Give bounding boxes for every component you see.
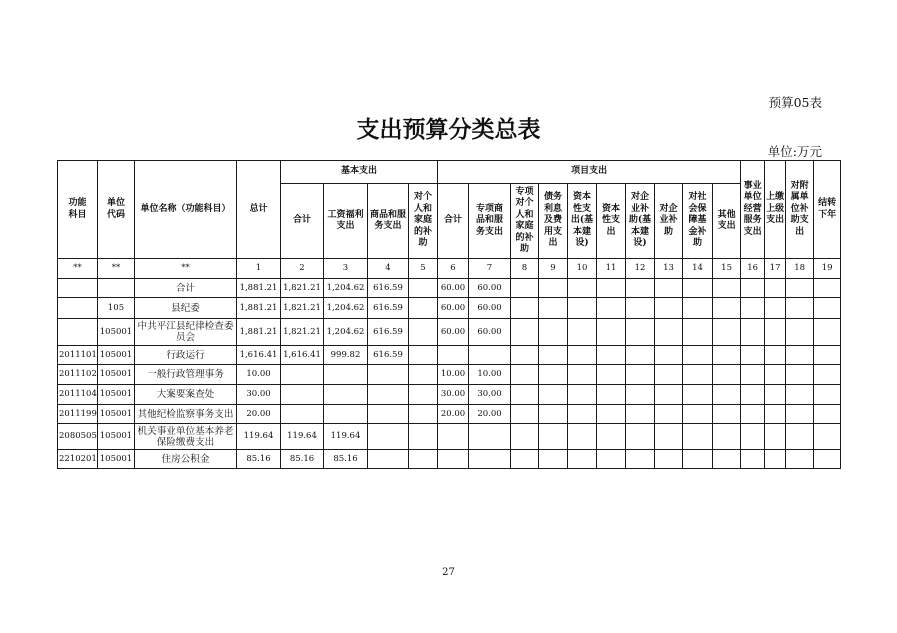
index-project-enterprise-subsidy: 13 bbox=[655, 259, 683, 279]
cell-project-subtotal: 60.00 bbox=[438, 298, 469, 319]
cell-total: 20.00 bbox=[237, 405, 281, 424]
cell-project-capital bbox=[597, 279, 626, 298]
cell-basic-wages-benefits: 1,204.62 bbox=[324, 298, 368, 319]
cell-project-social-security-subsidy bbox=[683, 298, 713, 319]
header-project-debt-interest: 债务 利息 及费 用支 出 bbox=[539, 184, 568, 259]
cell-total: 1,616.41 bbox=[237, 346, 281, 365]
index-service-expense: 16 bbox=[741, 259, 765, 279]
header-project-goods-services: 专项商 品和服 务支出 bbox=[469, 184, 511, 259]
cell-carry-forward bbox=[814, 450, 841, 469]
cell-project-goods-services: 20.00 bbox=[469, 405, 511, 424]
table-row bbox=[58, 279, 841, 298]
cell-basic-subtotal: 1,821.21 bbox=[281, 298, 324, 319]
cell-project-enterprise-subsidy-construction bbox=[626, 405, 655, 424]
cell-project-enterprise-subsidy-construction bbox=[626, 450, 655, 469]
header-project-social-security-subsidy: 对社 会保 障基 金补 助 bbox=[683, 184, 713, 259]
cell-basic-household-subsidy bbox=[409, 365, 438, 385]
cell-func-code bbox=[58, 279, 98, 298]
cell-project-household-subsidy bbox=[511, 424, 539, 450]
header-project-subtotal: 合计 bbox=[438, 184, 469, 259]
cell-project-capital-construction bbox=[568, 346, 597, 365]
cell-project-enterprise-subsidy bbox=[655, 385, 683, 405]
cell-func-code: 2080505 bbox=[58, 424, 98, 450]
cell-service-expense bbox=[741, 365, 765, 385]
header-basic-wages-benefits: 工资福利 支出 bbox=[324, 184, 368, 259]
cell-project-other bbox=[713, 319, 741, 346]
cell-basic-wages-benefits: 119.64 bbox=[324, 424, 368, 450]
cell-subsidiary-subsidy bbox=[786, 279, 814, 298]
header-func-subject: 功能 科目 bbox=[58, 161, 98, 259]
cell-project-goods-services: 30.00 bbox=[469, 385, 511, 405]
cell-basic-wages-benefits: 85.16 bbox=[324, 450, 368, 469]
cell-project-other bbox=[713, 385, 741, 405]
cell-upper-remit bbox=[765, 346, 786, 365]
cell-basic-wages-benefits: 1,204.62 bbox=[324, 279, 368, 298]
header-project-expenditure: 项目支出 bbox=[438, 161, 741, 184]
cell-project-capital-construction bbox=[568, 405, 597, 424]
cell-basic-subtotal bbox=[281, 365, 324, 385]
cell-unit-name: 合计 bbox=[135, 279, 237, 298]
table-row bbox=[58, 346, 841, 365]
header-total: 总计 bbox=[237, 161, 281, 259]
cell-unit-name: 一般行政管理事务 bbox=[135, 365, 237, 385]
cell-project-capital-construction bbox=[568, 298, 597, 319]
cell-basic-subtotal bbox=[281, 385, 324, 405]
cell-project-debt-interest bbox=[539, 385, 568, 405]
cell-subsidiary-subsidy bbox=[786, 450, 814, 469]
cell-total: 1,881.21 bbox=[237, 319, 281, 346]
table-row bbox=[58, 405, 841, 424]
cell-project-enterprise-subsidy bbox=[655, 365, 683, 385]
cell-basic-goods-services bbox=[368, 424, 409, 450]
cell-project-goods-services: 60.00 bbox=[469, 298, 511, 319]
cell-unit-name: 住房公积金 bbox=[135, 450, 237, 469]
cell-service-expense bbox=[741, 346, 765, 365]
cell-project-other bbox=[713, 279, 741, 298]
cell-upper-remit bbox=[765, 319, 786, 346]
cell-project-other bbox=[713, 450, 741, 469]
cell-upper-remit bbox=[765, 405, 786, 424]
index-basic-wages-benefits: 3 bbox=[324, 259, 368, 279]
index-project-enterprise-subsidy-construction: 12 bbox=[626, 259, 655, 279]
cell-project-goods-services bbox=[469, 450, 511, 469]
cell-project-capital-construction bbox=[568, 365, 597, 385]
cell-upper-remit bbox=[765, 385, 786, 405]
cell-project-subtotal: 60.00 bbox=[438, 279, 469, 298]
page-number: 27 bbox=[442, 567, 455, 578]
cell-project-goods-services: 60.00 bbox=[469, 319, 511, 346]
table-row bbox=[58, 450, 841, 469]
cell-subsidiary-subsidy bbox=[786, 365, 814, 385]
table-body bbox=[58, 259, 841, 469]
cell-project-social-security-subsidy bbox=[683, 279, 713, 298]
cell-carry-forward bbox=[814, 424, 841, 450]
cell-unit-name: 县纪委 bbox=[135, 298, 237, 319]
header-project-household-subsidy: 专项 对个 人和 家庭 的补 助 bbox=[511, 184, 539, 259]
cell-project-capital bbox=[597, 424, 626, 450]
cell-project-subtotal bbox=[438, 424, 469, 450]
index-project-capital-construction: 10 bbox=[568, 259, 597, 279]
cell-project-debt-interest bbox=[539, 405, 568, 424]
cell-carry-forward bbox=[814, 365, 841, 385]
cell-service-expense bbox=[741, 279, 765, 298]
cell-project-household-subsidy bbox=[511, 346, 539, 365]
cell-project-capital bbox=[597, 298, 626, 319]
cell-project-enterprise-subsidy bbox=[655, 279, 683, 298]
form-number-label: 预算05表 bbox=[768, 95, 822, 110]
cell-basic-household-subsidy bbox=[409, 279, 438, 298]
cell-project-enterprise-subsidy bbox=[655, 450, 683, 469]
cell-basic-wages-benefits: 1,204.62 bbox=[324, 319, 368, 346]
cell-unit-code: 105001 bbox=[98, 424, 135, 450]
cell-project-debt-interest bbox=[539, 365, 568, 385]
cell-service-expense bbox=[741, 424, 765, 450]
cell-project-enterprise-subsidy-construction bbox=[626, 298, 655, 319]
cell-project-subtotal bbox=[438, 346, 469, 365]
index-func-code: ** bbox=[58, 259, 98, 279]
table-row bbox=[58, 424, 841, 450]
cell-total: 1,881.21 bbox=[237, 279, 281, 298]
cell-upper-remit bbox=[765, 424, 786, 450]
header-row-groups bbox=[58, 161, 841, 184]
cell-project-capital-construction bbox=[568, 279, 597, 298]
header-basic-expenditure: 基本支出 bbox=[281, 161, 438, 184]
index-basic-household-subsidy: 5 bbox=[409, 259, 438, 279]
cell-project-household-subsidy bbox=[511, 405, 539, 424]
cell-basic-goods-services bbox=[368, 385, 409, 405]
cell-project-enterprise-subsidy bbox=[655, 405, 683, 424]
cell-project-household-subsidy bbox=[511, 279, 539, 298]
page-title: 支出预算分类总表 bbox=[356, 116, 541, 143]
header-project-enterprise-subsidy: 对企 业补 助 bbox=[655, 184, 683, 259]
cell-basic-goods-services bbox=[368, 365, 409, 385]
cell-project-subtotal: 60.00 bbox=[438, 319, 469, 346]
cell-subsidiary-subsidy bbox=[786, 346, 814, 365]
cell-basic-goods-services: 616.59 bbox=[368, 346, 409, 365]
index-project-social-security-subsidy: 14 bbox=[683, 259, 713, 279]
cell-project-social-security-subsidy bbox=[683, 450, 713, 469]
cell-carry-forward bbox=[814, 405, 841, 424]
cell-total: 10.00 bbox=[237, 365, 281, 385]
cell-project-capital bbox=[597, 365, 626, 385]
index-project-other: 15 bbox=[713, 259, 741, 279]
cell-project-capital-construction bbox=[568, 450, 597, 469]
cell-basic-goods-services bbox=[368, 405, 409, 424]
header-project-enterprise-subsidy-construction: 对企 业补 助(基 本建 设) bbox=[626, 184, 655, 259]
cell-basic-goods-services: 616.59 bbox=[368, 298, 409, 319]
cell-upper-remit bbox=[765, 298, 786, 319]
cell-subsidiary-subsidy bbox=[786, 385, 814, 405]
cell-project-enterprise-subsidy bbox=[655, 424, 683, 450]
header-carry-forward: 结转 下年 bbox=[814, 161, 841, 259]
cell-carry-forward bbox=[814, 385, 841, 405]
expenditure-budget-table bbox=[57, 160, 841, 469]
header-project-other: 其他 支出 bbox=[713, 184, 741, 259]
header-project-capital: 资本 性支 出 bbox=[597, 184, 626, 259]
cell-unit-code: 105001 bbox=[98, 450, 135, 469]
index-project-household-subsidy: 8 bbox=[511, 259, 539, 279]
cell-unit-code bbox=[98, 279, 135, 298]
cell-upper-remit bbox=[765, 450, 786, 469]
cell-basic-goods-services bbox=[368, 450, 409, 469]
cell-unit-code: 105001 bbox=[98, 319, 135, 346]
cell-basic-subtotal: 119.64 bbox=[281, 424, 324, 450]
cell-project-capital bbox=[597, 405, 626, 424]
cell-basic-goods-services: 616.59 bbox=[368, 319, 409, 346]
cell-total: 30.00 bbox=[237, 385, 281, 405]
cell-project-enterprise-subsidy-construction bbox=[626, 346, 655, 365]
index-project-goods-services: 7 bbox=[469, 259, 511, 279]
cell-project-debt-interest bbox=[539, 279, 568, 298]
cell-basic-wages-benefits bbox=[324, 385, 368, 405]
cell-project-subtotal bbox=[438, 450, 469, 469]
table-row bbox=[58, 365, 841, 385]
cell-service-expense bbox=[741, 450, 765, 469]
cell-project-debt-interest bbox=[539, 319, 568, 346]
cell-func-code bbox=[58, 319, 98, 346]
cell-unit-name: 行政运行 bbox=[135, 346, 237, 365]
cell-project-capital bbox=[597, 346, 626, 365]
cell-project-enterprise-subsidy-construction bbox=[626, 365, 655, 385]
cell-subsidiary-subsidy bbox=[786, 319, 814, 346]
table-row bbox=[58, 319, 841, 346]
index-project-subtotal: 6 bbox=[438, 259, 469, 279]
cell-basic-subtotal: 1,821.21 bbox=[281, 279, 324, 298]
cell-subsidiary-subsidy bbox=[786, 424, 814, 450]
index-basic-subtotal: 2 bbox=[281, 259, 324, 279]
cell-project-social-security-subsidy bbox=[683, 365, 713, 385]
cell-basic-household-subsidy bbox=[409, 405, 438, 424]
index-basic-goods-services: 4 bbox=[368, 259, 409, 279]
cell-project-goods-services bbox=[469, 346, 511, 365]
header-unit-code: 单位 代码 bbox=[98, 161, 135, 259]
header-service-expense: 事业 单位 经营 服务 支出 bbox=[741, 161, 765, 259]
cell-project-debt-interest bbox=[539, 450, 568, 469]
cell-project-household-subsidy bbox=[511, 385, 539, 405]
table-row bbox=[58, 298, 841, 319]
cell-basic-household-subsidy bbox=[409, 424, 438, 450]
cell-basic-subtotal: 1,616.41 bbox=[281, 346, 324, 365]
cell-basic-household-subsidy bbox=[409, 298, 438, 319]
cell-func-code: 2011199 bbox=[58, 405, 98, 424]
cell-total: 1,881.21 bbox=[237, 298, 281, 319]
cell-service-expense bbox=[741, 385, 765, 405]
cell-project-goods-services: 10.00 bbox=[469, 365, 511, 385]
cell-project-enterprise-subsidy bbox=[655, 319, 683, 346]
cell-project-other bbox=[713, 346, 741, 365]
cell-carry-forward bbox=[814, 279, 841, 298]
cell-unit-name: 其他纪检监察事务支出 bbox=[135, 405, 237, 424]
cell-project-enterprise-subsidy-construction bbox=[626, 385, 655, 405]
cell-unit-code: 105001 bbox=[98, 385, 135, 405]
cell-project-goods-services: 60.00 bbox=[469, 279, 511, 298]
cell-project-social-security-subsidy bbox=[683, 346, 713, 365]
header-basic-goods-services: 商品和服 务支出 bbox=[368, 184, 409, 259]
table-row bbox=[58, 385, 841, 405]
cell-project-enterprise-subsidy-construction bbox=[626, 424, 655, 450]
table-header bbox=[58, 161, 841, 259]
cell-unit-code: 105001 bbox=[98, 346, 135, 365]
cell-basic-subtotal: 85.16 bbox=[281, 450, 324, 469]
cell-project-capital bbox=[597, 450, 626, 469]
cell-unit-code: 105 bbox=[98, 298, 135, 319]
index-unit-name: ** bbox=[135, 259, 237, 279]
cell-total: 119.64 bbox=[237, 424, 281, 450]
cell-unit-name: 中共平江县纪律检查委员会 bbox=[135, 319, 237, 346]
cell-project-subtotal: 30.00 bbox=[438, 385, 469, 405]
cell-func-code: 2011101 bbox=[58, 346, 98, 365]
header-basic-subtotal: 合计 bbox=[281, 184, 324, 259]
cell-project-enterprise-subsidy-construction bbox=[626, 319, 655, 346]
cell-project-other bbox=[713, 298, 741, 319]
cell-basic-household-subsidy bbox=[409, 319, 438, 346]
cell-carry-forward bbox=[814, 319, 841, 346]
header-project-capital-construction: 资本 性支 出(基 本建 设) bbox=[568, 184, 597, 259]
cell-project-social-security-subsidy bbox=[683, 405, 713, 424]
cell-basic-wages-benefits: 999.82 bbox=[324, 346, 368, 365]
cell-project-subtotal: 10.00 bbox=[438, 365, 469, 385]
cell-basic-household-subsidy bbox=[409, 385, 438, 405]
cell-subsidiary-subsidy bbox=[786, 298, 814, 319]
cell-unit-name: 大案要案查处 bbox=[135, 385, 237, 405]
cell-project-debt-interest bbox=[539, 346, 568, 365]
cell-project-household-subsidy bbox=[511, 319, 539, 346]
cell-func-code: 2210201 bbox=[58, 450, 98, 469]
cell-subsidiary-subsidy bbox=[786, 405, 814, 424]
header-upper-remit: 上缴 上级 支出 bbox=[765, 161, 786, 259]
cell-project-social-security-subsidy bbox=[683, 319, 713, 346]
cell-carry-forward bbox=[814, 346, 841, 365]
index-total: 1 bbox=[237, 259, 281, 279]
index-unit-code: ** bbox=[98, 259, 135, 279]
index-carry-forward: 19 bbox=[814, 259, 841, 279]
cell-total: 85.16 bbox=[237, 450, 281, 469]
cell-carry-forward bbox=[814, 298, 841, 319]
cell-unit-code: 105001 bbox=[98, 405, 135, 424]
cell-project-social-security-subsidy bbox=[683, 385, 713, 405]
cell-project-capital bbox=[597, 385, 626, 405]
cell-service-expense bbox=[741, 298, 765, 319]
cell-project-enterprise-subsidy bbox=[655, 346, 683, 365]
column-index-row bbox=[58, 259, 841, 279]
cell-project-other bbox=[713, 424, 741, 450]
cell-project-household-subsidy bbox=[511, 298, 539, 319]
cell-project-household-subsidy bbox=[511, 365, 539, 385]
header-basic-household-subsidy: 对个 人和 家庭 的补 助 bbox=[409, 184, 438, 259]
cell-basic-household-subsidy bbox=[409, 346, 438, 365]
cell-project-capital-construction bbox=[568, 319, 597, 346]
cell-service-expense bbox=[741, 405, 765, 424]
cell-project-subtotal: 20.00 bbox=[438, 405, 469, 424]
unit-label: 单位:万元 bbox=[767, 144, 822, 159]
cell-project-household-subsidy bbox=[511, 450, 539, 469]
index-project-debt-interest: 9 bbox=[539, 259, 568, 279]
cell-project-goods-services bbox=[469, 424, 511, 450]
cell-service-expense bbox=[741, 319, 765, 346]
cell-project-capital-construction bbox=[568, 385, 597, 405]
cell-project-other bbox=[713, 365, 741, 385]
cell-func-code: 2011104 bbox=[58, 385, 98, 405]
cell-project-enterprise-subsidy bbox=[655, 298, 683, 319]
cell-basic-household-subsidy bbox=[409, 450, 438, 469]
cell-func-code bbox=[58, 298, 98, 319]
cell-project-debt-interest bbox=[539, 424, 568, 450]
header-unit-name: 单位名称（功能科目） bbox=[135, 161, 237, 259]
cell-basic-subtotal: 1,821.21 bbox=[281, 319, 324, 346]
cell-basic-goods-services: 616.59 bbox=[368, 279, 409, 298]
cell-upper-remit bbox=[765, 365, 786, 385]
cell-unit-name: 机关事业单位基本养老保险缴费支出 bbox=[135, 424, 237, 450]
cell-project-other bbox=[713, 405, 741, 424]
header-subsidiary-subsidy: 对附 属单 位补 助支 出 bbox=[786, 161, 814, 259]
cell-basic-wages-benefits bbox=[324, 405, 368, 424]
cell-project-capital-construction bbox=[568, 424, 597, 450]
cell-basic-wages-benefits bbox=[324, 365, 368, 385]
cell-unit-code: 105001 bbox=[98, 365, 135, 385]
cell-project-enterprise-subsidy-construction bbox=[626, 279, 655, 298]
cell-func-code: 2011102 bbox=[58, 365, 98, 385]
cell-basic-subtotal bbox=[281, 405, 324, 424]
index-subsidiary-subsidy: 18 bbox=[786, 259, 814, 279]
cell-project-social-security-subsidy bbox=[683, 424, 713, 450]
index-project-capital: 11 bbox=[597, 259, 626, 279]
cell-project-capital bbox=[597, 319, 626, 346]
index-upper-remit: 17 bbox=[765, 259, 786, 279]
cell-project-debt-interest bbox=[539, 298, 568, 319]
cell-upper-remit bbox=[765, 279, 786, 298]
